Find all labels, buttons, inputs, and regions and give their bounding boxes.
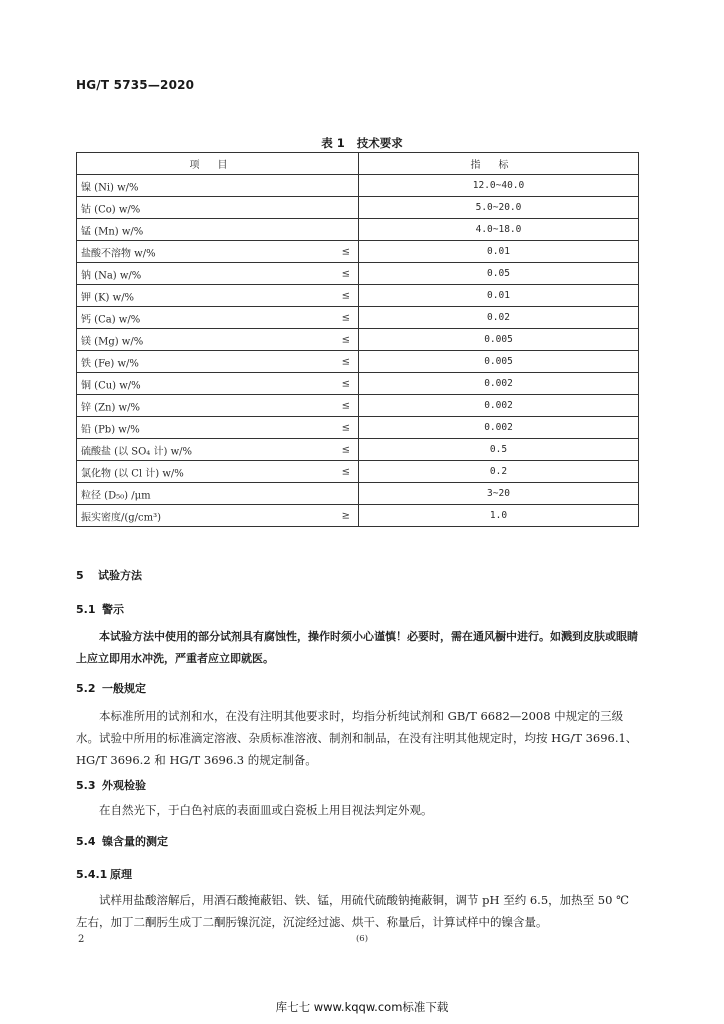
index-value: 1.0: [359, 505, 639, 527]
table-row: [77, 263, 639, 285]
item-name: 钴 (Co) w/%: [81, 204, 141, 215]
appearance-paragraph: 在自然光下，于白色衬底的表面皿或白瓷板上用目视法判定外观。: [99, 803, 433, 817]
table-row: [77, 219, 639, 241]
table-row: [77, 461, 639, 483]
limit-operator: ≤: [341, 422, 350, 433]
limit-operator: ≤: [341, 268, 350, 279]
item-cell: [77, 197, 359, 219]
item-name: 钙 (Ca) w/%: [81, 314, 141, 325]
table-row: [77, 197, 639, 219]
item-cell: [77, 307, 359, 329]
table-title: [0, 135, 724, 151]
limit-operator: ≤: [341, 334, 350, 345]
item-name: 盐酸不溶物 w/%: [81, 248, 156, 259]
section-heading-5-1: 5.1 警示: [76, 603, 124, 616]
warning-paragraph: 本试验方法中使用的部分试剂具有腐蚀性，操作时须小心谨慎！必要时，需在通风橱中进行。如溅到皮肤或眼睛上应立即用水冲洗，严重者应立即就医。: [76, 630, 638, 665]
principle-paragraph: 试样用盐酸溶解后，用酒石酸掩蔽铝、铁、锰，用硫代硫酸钠掩蔽铜，调节 pH 至约 6.5，加热至 50 ℃左右，加丁二酮肟生成丁二酮肟镍沉淀，沉淀经过滤、烘干、称量后，计算试样中的镍含量。: [76, 893, 629, 929]
index-value: 0.002: [359, 373, 639, 395]
limit-operator: ≤: [341, 312, 350, 323]
section-heading-5-3: 5.3 外观检验: [76, 779, 146, 792]
index-value: 3~20: [359, 483, 639, 505]
table-number: 表 1: [321, 136, 345, 150]
item-cell: [77, 461, 359, 483]
limit-operator: ≤: [341, 378, 350, 389]
index-value: 0.02: [359, 307, 639, 329]
item-name: 铜 (Cu) w/%: [81, 380, 141, 391]
index-value: 4.0~18.0: [359, 219, 639, 241]
site-watermark-footer: 库七七 www.kqqw.com标准下载: [275, 1000, 449, 1014]
limit-operator: ≤: [341, 246, 350, 257]
item-name: 铁 (Fe) w/%: [81, 358, 139, 369]
item-cell: [77, 175, 359, 197]
item-cell: [77, 505, 359, 527]
index-value: 0.002: [359, 395, 639, 417]
page-number: 2: [78, 934, 85, 945]
section-heading-5-2: 5.2 一般规定: [76, 682, 146, 695]
table-row: [77, 505, 639, 527]
limit-operator: ≤: [341, 444, 350, 455]
index-value: 0.2: [359, 461, 639, 483]
table-row: [77, 175, 639, 197]
column-header-item: 项目: [77, 153, 359, 175]
item-name: 钠 (Na) w/%: [81, 270, 142, 281]
item-cell: [77, 219, 359, 241]
item-name: 振实密度/(g/cm³): [81, 512, 162, 523]
index-value: 5.0~20.0: [359, 197, 639, 219]
item-cell: [77, 329, 359, 351]
item-cell: [77, 395, 359, 417]
item-name: 锌 (Zn) w/%: [81, 402, 140, 413]
item-cell: [77, 483, 359, 505]
table-row: [77, 373, 639, 395]
limit-operator: ≤: [341, 400, 350, 411]
index-value: 0.01: [359, 241, 639, 263]
item-cell: [77, 351, 359, 373]
table-row: [77, 307, 639, 329]
table-row: [77, 395, 639, 417]
table-row: [77, 351, 639, 373]
item-name: 镁 (Mg) w/%: [81, 336, 144, 347]
item-cell: [77, 439, 359, 461]
general-provisions-paragraph: 本标准所用的试剂和水，在没有注明其他要求时，均指分析纯试剂和 GB/T 6682—2008 中规定的三级水。试验中所用的标准滴定溶液、杂质标准溶液、制剂和制品，在没有注明其他规定时，均按 HG/T 3696.1、HG/T 3696.2 和 HG/T 3696.3 的规定制备。: [76, 709, 638, 767]
item-name: 铅 (Pb) w/%: [81, 424, 140, 435]
limit-operator: ≤: [341, 356, 350, 367]
table-caption: 技术要求: [356, 136, 403, 150]
limit-operator: ≤: [341, 466, 350, 477]
table-row: [77, 329, 639, 351]
item-name: 硫酸盐 (以 SO₄ 计) w/%: [81, 446, 193, 457]
table-row: [77, 285, 639, 307]
limit-operator: ≤: [341, 290, 350, 301]
index-value: 0.005: [359, 351, 639, 373]
table-row: [77, 439, 639, 461]
index-value: 0.01: [359, 285, 639, 307]
item-cell: [77, 263, 359, 285]
item-name: 锰 (Mn) w/%: [81, 226, 144, 237]
item-cell: [77, 285, 359, 307]
item-name: 镍 (Ni) w/%: [81, 182, 139, 193]
section-heading-5-4: 5.4 镍含量的测定: [76, 835, 168, 848]
item-name: 氯化物 (以 Cl 计) w/%: [81, 468, 184, 479]
index-value: 12.0~40.0: [359, 175, 639, 197]
table-row: [77, 483, 639, 505]
item-cell: [77, 417, 359, 439]
standard-number: HG/T 5735—2020: [76, 78, 195, 92]
item-cell: [77, 373, 359, 395]
table-row: [77, 417, 639, 439]
item-name: 粒径 (D₅₀) /μm: [81, 490, 151, 501]
section-heading-5: 5 试验方法: [76, 569, 142, 582]
item-name: 钾 (K) w/%: [81, 292, 135, 303]
index-value: 0.05: [359, 263, 639, 285]
technical-requirements-table: [76, 152, 639, 527]
limit-operator: ≥: [341, 510, 350, 521]
section-heading-5-4-1: 5.4.1 原理: [76, 868, 132, 881]
index-value: 0.005: [359, 329, 639, 351]
index-value: 0.002: [359, 417, 639, 439]
table-row: [77, 241, 639, 263]
page-mark: (6): [355, 934, 369, 944]
table-header-row: [77, 153, 639, 175]
item-cell: [77, 241, 359, 263]
column-header-index: 指标: [359, 153, 639, 175]
index-value: 0.5: [359, 439, 639, 461]
